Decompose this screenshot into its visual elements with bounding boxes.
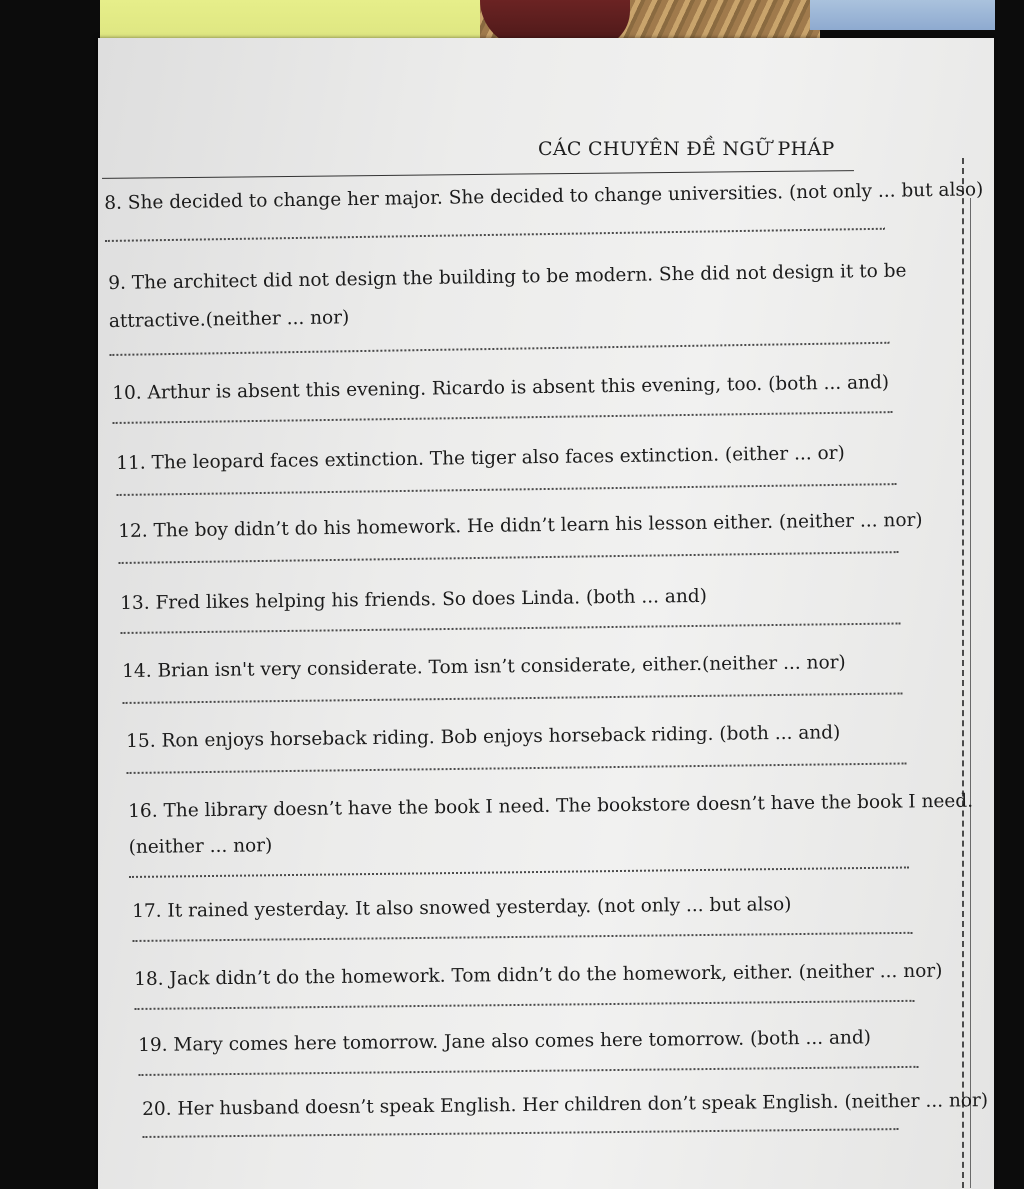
exercise-8 xyxy=(104,173,984,222)
exercise-text: Mary comes here tomorrow. Jane also comes here tomorrow. (both ... and) xyxy=(173,1027,872,1056)
exercise-20 xyxy=(142,1084,989,1128)
answer-line[interactable] xyxy=(129,866,909,878)
exercise-text: Ron enjoys horseback riding. Bob enjoys horseback riding. (both ... and) xyxy=(161,722,841,752)
answer-line[interactable] xyxy=(105,228,885,242)
exercise-number: 13. xyxy=(120,592,150,614)
exercise-text: The boy didn’t do his homework. He didn’t learn his lesson either. (neither ... nor) xyxy=(153,509,923,542)
exercise-15 xyxy=(126,714,926,760)
exercise-number: 10. xyxy=(112,382,142,404)
page-title: CÁC CHUYÊN ĐỀ NGỮ PHÁP xyxy=(538,138,835,160)
page-header xyxy=(98,138,858,178)
worksheet-page xyxy=(98,38,994,1189)
answer-line[interactable] xyxy=(117,483,897,496)
exercise-18 xyxy=(134,954,943,998)
answer-line[interactable] xyxy=(121,622,901,634)
answer-line[interactable] xyxy=(119,551,899,564)
exercise-number: 20. xyxy=(142,1098,172,1120)
exercise-9 xyxy=(108,253,947,340)
background-blue-object xyxy=(810,0,995,30)
exercise-14 xyxy=(122,644,922,690)
exercise-13 xyxy=(120,576,920,622)
answer-line[interactable] xyxy=(138,1066,918,1076)
exercise-number: 11. xyxy=(116,452,146,474)
exercise-number: 12. xyxy=(118,520,148,542)
answer-line[interactable] xyxy=(134,1000,914,1010)
exercise-text: The leopard faces extinction. The tiger also faces extinction. (either ... or) xyxy=(151,442,845,474)
exercise-text: It rained yesterday. It also snowed yesterday. (not only ... but also) xyxy=(167,894,792,922)
exercise-11 xyxy=(116,435,916,482)
exercise-text: Arthur is absent this evening. Ricardo is absent this evening, too. (both ... and) xyxy=(147,372,890,404)
exercise-text: The architect did not design the building to be modern. She did not design it to be xyxy=(131,260,907,294)
page-margin-line xyxy=(962,158,964,1188)
exercise-text-continuation: attractive.(neither ... nor) xyxy=(108,307,350,332)
exercise-number: 17. xyxy=(132,900,162,922)
exercise-text: Brian isn't very considerate. Tom isn’t considerate, either.(neither ... nor) xyxy=(157,652,846,682)
exercise-number: 8. xyxy=(104,192,123,214)
exercise-number: 15. xyxy=(126,730,156,752)
exercise-text: She decided to change her major. She decided to change universities. (not only ... but also) xyxy=(127,179,984,214)
exercise-number: 16. xyxy=(128,800,158,822)
page-bottom-edge xyxy=(98,1178,994,1189)
answer-line[interactable] xyxy=(113,411,893,424)
page-margin-line-secondary xyxy=(970,198,971,1188)
exercise-number: 9. xyxy=(108,272,127,294)
exercise-10 xyxy=(112,365,912,412)
answer-line[interactable] xyxy=(123,692,903,704)
exercise-19 xyxy=(138,1020,938,1064)
exercise-text: Her husband doesn’t speak English. Her children don’t speak English. (neither ... nor) xyxy=(177,1090,989,1120)
exercise-17 xyxy=(132,886,932,930)
exercise-text: Jack didn’t do the homework. Tom didn’t do the homework, either. (neither ... nor) xyxy=(169,960,943,990)
exercise-text-continuation: (neither ... nor) xyxy=(128,835,273,858)
exercise-number: 19. xyxy=(138,1034,168,1056)
exercise-number: 14. xyxy=(122,660,152,682)
exercise-number: 18. xyxy=(134,968,164,990)
answer-line[interactable] xyxy=(142,1128,898,1138)
exercise-text: Fred likes helping his friends. So does Linda. (both ... and) xyxy=(155,585,707,614)
exercise-12 xyxy=(118,503,923,550)
answer-line[interactable] xyxy=(127,762,907,774)
exercise-text: The library doesn’t have the book I need. The bookstore doesn’t have the book I need. xyxy=(163,790,974,822)
answer-line[interactable] xyxy=(109,342,889,356)
answer-line[interactable] xyxy=(132,932,912,942)
exercise-16 xyxy=(128,784,974,866)
